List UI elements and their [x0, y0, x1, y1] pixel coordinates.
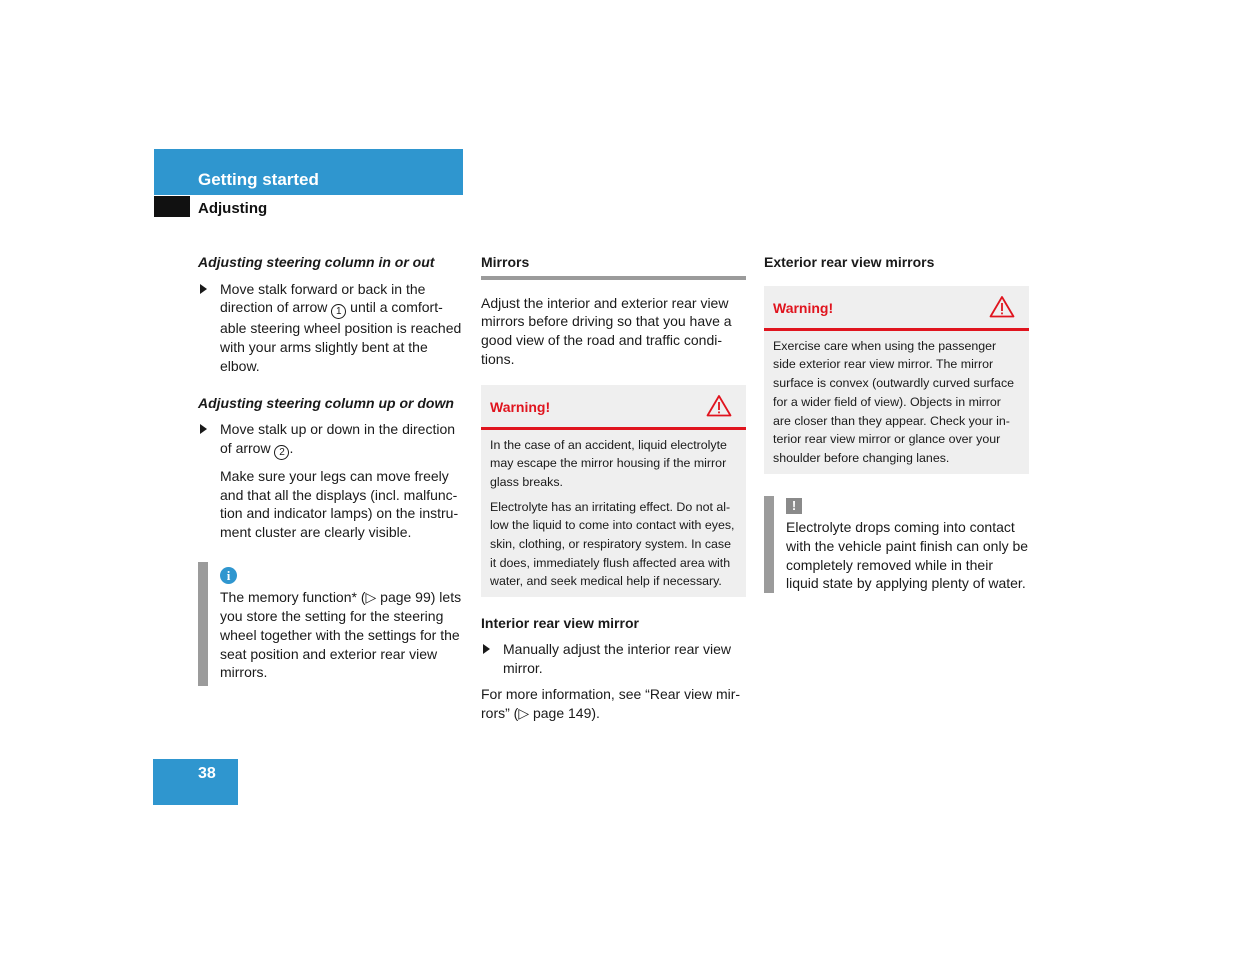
- warning-title: Warning!: [490, 398, 551, 415]
- warning-title: Warning!: [773, 299, 834, 316]
- warning-box-convex-mirror: [764, 286, 1029, 474]
- caution-text: Electrolyte drops coming into contact with the vehicle paint finish can only be completely removed while in their liquid state by applying plenty of water.: [786, 519, 1029, 592]
- warning-header: [764, 286, 1029, 331]
- subsection-title: Adjusting: [198, 200, 268, 217]
- mirrors-intro: Adjust the interior and exterior rear view mirrors before driving so that you have a good view of the road and traffic condi-tions.: [481, 294, 732, 367]
- warning-body: [481, 430, 746, 598]
- column-3: [764, 253, 1029, 593]
- warning-paragraph: Electrolyte has an irritating effect. Do not al-low the liquid to come into contact with eyes, skin, clothing, or respiratory system. In case it does, immediately flush affected area with water, and seek medical help if necessary.: [490, 499, 735, 589]
- arrow-number-icon: 2: [274, 445, 289, 460]
- column-1: [198, 253, 464, 686]
- more-info-text: For more information, see “Rear view mir-rors” (▷ page 149).: [481, 686, 741, 721]
- heading-mirrors: Mirrors: [481, 254, 530, 270]
- note-bar: [198, 562, 208, 686]
- instruction-interior-mirror: Manually adjust the interior rear view mirror.: [481, 640, 746, 677]
- warning-body: [764, 331, 1029, 474]
- arrow-number-icon: 1: [331, 304, 346, 319]
- info-note: [198, 562, 464, 686]
- page-number-box: [153, 759, 238, 805]
- section-header-bar: [154, 149, 463, 195]
- warning-triangle-icon: [989, 295, 1015, 318]
- column-2: [481, 253, 746, 723]
- exclamation-icon: !: [786, 498, 802, 514]
- bullet-arrow-icon: [200, 284, 207, 294]
- warning-paragraph: In the case of an accident, liquid electrolyte may escape the mirror housing if the mirror glass breaks.: [490, 437, 727, 489]
- info-text: The memory function* (▷ page 99) lets you store the setting for the steering wheel together with the settings for the seat position and exterior rear view mirrors.: [220, 589, 462, 681]
- warning-paragraph: Exercise care when using the passenger side exterior rear view mirror. The mirror surface is convex (outwardly curved surface for a wider field of view). Objects in mirror are closer than they appear. Check your in-terior rear view mirror or glance over your shoulder before changing lanes.: [773, 338, 1015, 465]
- legs-visibility-text: Make sure your legs can move freely and that all the displays (incl. malfunc-tion and indicator lamps) on the instru-ment cluster are clearly visible.: [220, 467, 459, 541]
- section-tab-marker: [154, 196, 190, 217]
- heading-rule: [481, 276, 746, 280]
- info-icon: i: [220, 567, 237, 584]
- bullet-arrow-icon: [200, 424, 207, 434]
- heading-exterior-mirrors: Exterior rear view mirrors: [764, 254, 935, 270]
- heading-steering-in-out: Adjusting steering column in or out: [198, 254, 435, 270]
- heading-steering-up-down: Adjusting steering column up or down: [198, 394, 454, 411]
- bullet-arrow-icon: [483, 644, 490, 654]
- section-title: Getting started: [198, 170, 319, 189]
- instruction-steering-in-out: Move stalk forward or back in the direction of arrow 1 until a comfort-able steering wheel position is reached with your arms slightly bent at the elbow.: [198, 280, 464, 376]
- instruction-steering-up-down: Move stalk up or down in the direction of arrow 2 .: [198, 420, 464, 460]
- warning-header: [481, 385, 746, 430]
- warning-box-electrolyte: [481, 385, 746, 598]
- caution-note: [764, 496, 1029, 594]
- page-number: 38: [198, 765, 216, 782]
- note-bar: [764, 496, 774, 594]
- heading-interior-mirror: Interior rear view mirror: [481, 615, 639, 632]
- warning-triangle-icon: [706, 394, 732, 417]
